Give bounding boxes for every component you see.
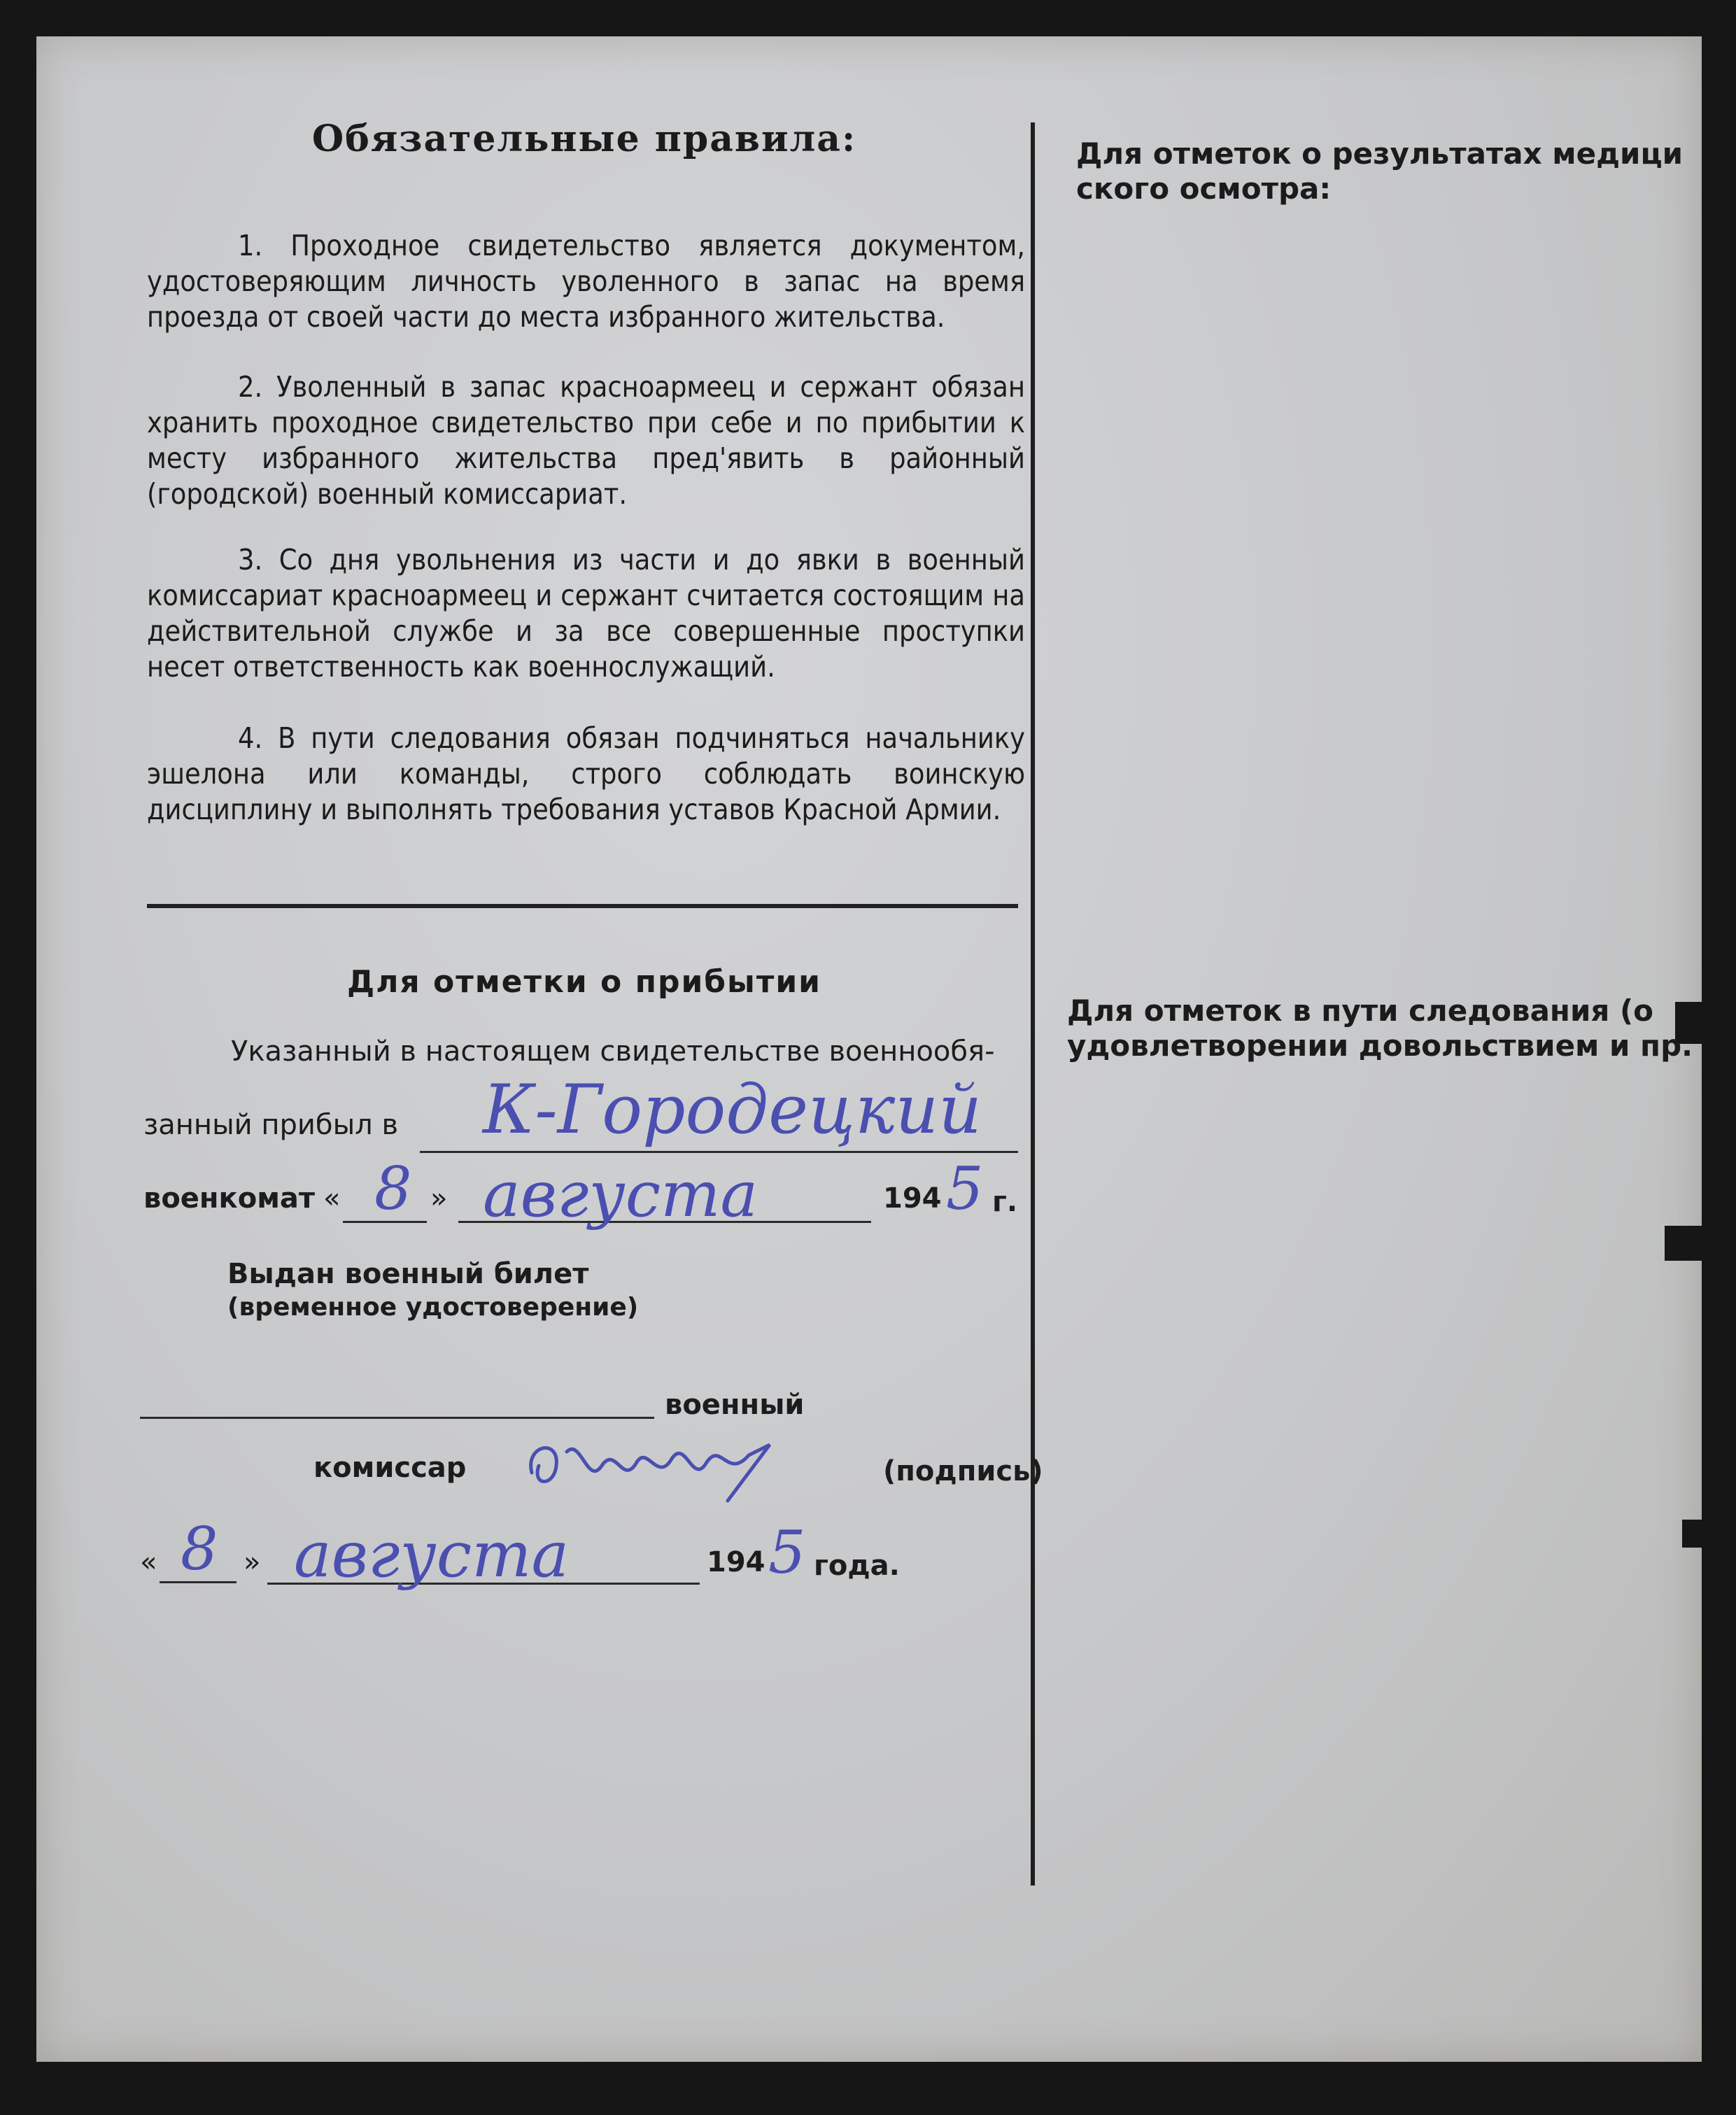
arrival-place-handwritten: К-Городецкий bbox=[483, 1070, 982, 1149]
date-day-handwritten: 8 bbox=[181, 1515, 218, 1583]
medical-heading-line-2: ского осмотра: bbox=[1076, 171, 1332, 206]
torn-edge bbox=[1665, 1226, 1703, 1261]
date-year-handwritten: 5 bbox=[768, 1518, 806, 1587]
commissar-label-1: военный bbox=[665, 1389, 805, 1421]
route-heading-line-1: Для отметок в пути следования (о bbox=[1067, 993, 1654, 1028]
route-heading-line-2: удовлетворении довольствием и пр. bbox=[1067, 1028, 1693, 1063]
date-quote-close: » bbox=[244, 1546, 261, 1578]
commissar-label-2: комиссар bbox=[313, 1452, 467, 1484]
quote-close: » bbox=[430, 1182, 448, 1215]
arrival-month-handwritten: августа bbox=[483, 1158, 758, 1231]
signature-label: (подпись) bbox=[883, 1455, 1043, 1487]
commissar-signature bbox=[518, 1424, 798, 1523]
medical-heading-line-1: Для отметок о результатах медици bbox=[1076, 136, 1684, 171]
issued-line-1: Выдан военный билет bbox=[227, 1258, 589, 1290]
arrival-year-print: 194 bbox=[883, 1182, 942, 1215]
rule-paragraph-1: 1. Проходное свидетельство является документом, удостоверяющим личность уволенного в запас на время проезда от своей части до места избранного жительства. bbox=[147, 229, 1025, 334]
date-quote-open: « bbox=[140, 1546, 157, 1578]
rules-title: Обязательные правила: bbox=[311, 118, 857, 160]
arrival-year-handwritten: 5 bbox=[946, 1154, 984, 1223]
commissar-name-line bbox=[140, 1417, 654, 1419]
rule-paragraph-3: 3. Со дня увольнения из части и до явки в военный комиссариат красноармеец и сержант считается состоящим на действительной службе и за все совершенные проступки несет ответственность как военнослужащий. bbox=[147, 543, 1025, 684]
rule-paragraph-2: 2. Уволенный в запас красноармеец и сержант обязан хранить проходное свидетельство при себе и по прибытии к месту избранного жительства пред'явить в районный (городской) военный комиссариат. bbox=[147, 370, 1025, 511]
torn-edge bbox=[1682, 1520, 1703, 1548]
arrival-place-line bbox=[420, 1151, 1018, 1153]
section-separator bbox=[147, 904, 1018, 908]
date-month-handwritten: августа bbox=[294, 1518, 570, 1592]
rule-paragraph-4: 4. В пути следования обязан подчиняться начальнику эшелона или команды, строго соблюдать воинскую дисциплину и выполнять требования уставов Красной Армии. bbox=[147, 721, 1025, 826]
column-divider bbox=[1031, 122, 1035, 1886]
arrival-line-1: Указанный в настоящем свидетельстве военнообя- bbox=[231, 1035, 995, 1068]
arrival-line-2-label: занный прибыл в bbox=[143, 1109, 399, 1141]
issued-line-2: (временное удостоверение) bbox=[227, 1293, 639, 1322]
quote-open: « bbox=[323, 1182, 341, 1215]
date-year-suffix: года. bbox=[814, 1550, 900, 1582]
arrival-year-suffix: г. bbox=[992, 1186, 1018, 1218]
date-year-print: 194 bbox=[707, 1546, 765, 1578]
arrival-day-handwritten: 8 bbox=[374, 1154, 412, 1223]
arrival-line-3-label: военкомат bbox=[143, 1182, 316, 1215]
arrival-title: Для отметки о прибытии bbox=[347, 964, 821, 1000]
